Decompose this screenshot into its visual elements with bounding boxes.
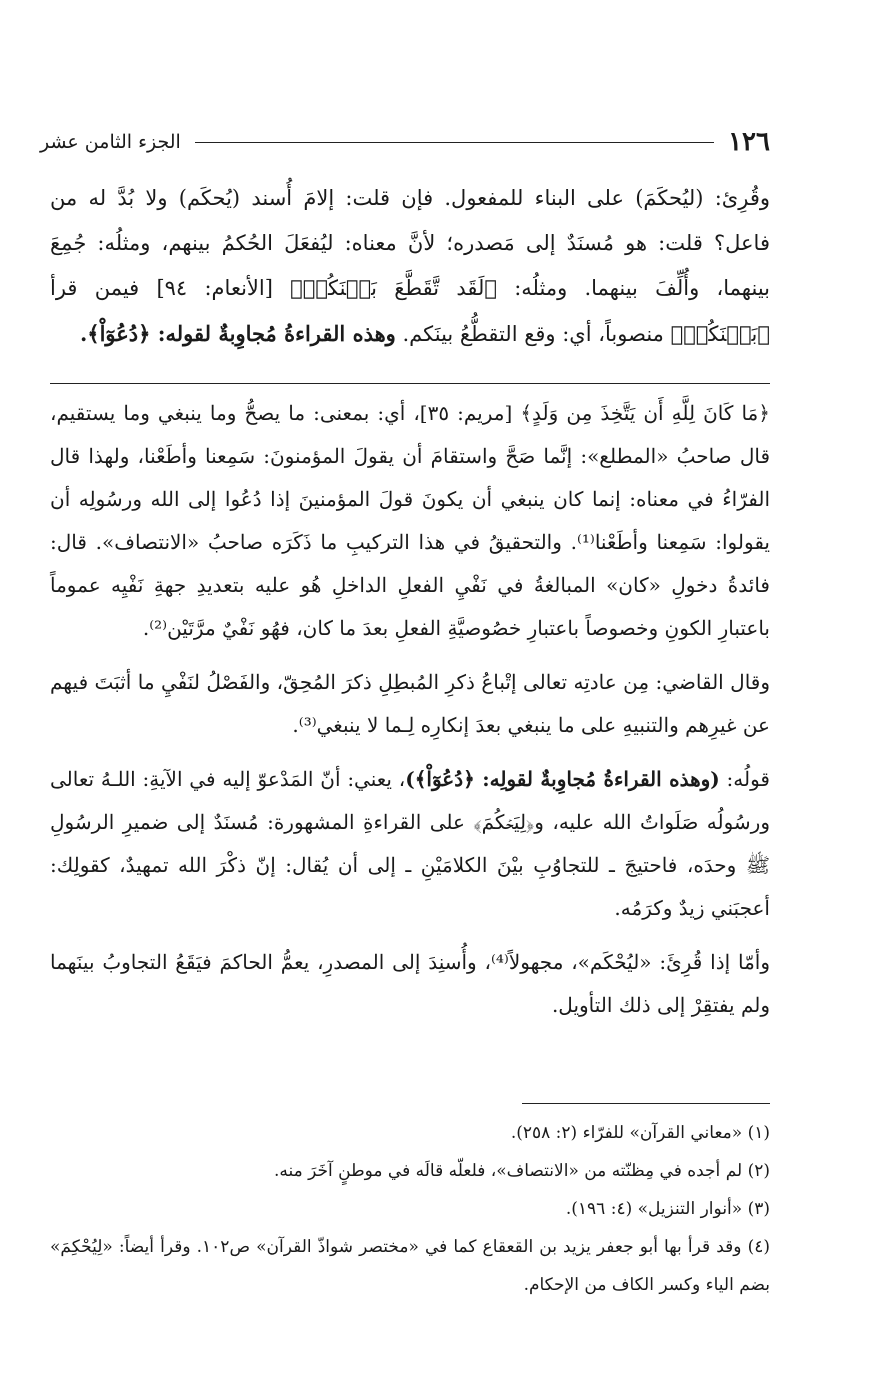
commentary-p3-rest: ، يعني: أنّ المَدْعوّ إليه في الآيةِ: اللـهُ تعالى ورسُولُه صَلَواتُ الله عليه، و﴿لِيَحۡكُمَ﴾ على القراءةِ المشهورة: مُسنَدٌ إلى ضميرِ الرسُولِ ﷺ وحدَه، فاحتيجَ ـ للتجاوُبِ بيْنَ الكلامَيْنِ ـ إلى أن يُقال: إنّ ذكْرَ الله تمهيدٌ، كقولِك: أعجبَني زيدٌ وكرَمُه.	[50, 767, 770, 920]
main-paragraph	[50, 176, 770, 357]
commentary	[50, 392, 770, 1038]
running-head: الجزء الثامن عشر	[40, 131, 181, 153]
main-paragraph-bold: وهذه القراءةُ مُجاوِبةٌ لقوله: ﴿دُعُوٓاْ﴾.	[79, 321, 396, 346]
footnote-4: (٤) وقد قرأ بها أبو جعفر يزيد بن القعقاع كما في «مختصر شواذّ القرآن» ص١٠٢. وقرأ أيضاً: «لِيُحْكِمَ» بضم الياء وكسر الكاف من الإحكام.	[50, 1237, 770, 1295]
section-separator	[50, 383, 770, 384]
page-number: ١٢٦	[728, 127, 770, 157]
footnotes	[50, 1114, 770, 1304]
page-header	[40, 122, 770, 162]
main-paragraph-body: وقُرِئ: (ليُحكَمَ) على البناء للمفعول. فإن قلت: إلامَ أُسند (يُحكَم) ولا بُدَّ له من فاعل؟ قلت: هو مُسنَدٌ إلى مَصدره؛ لأنَّ معناه: ليُفعَلَ الحُكمُ بينهم، ومثلُه: جُمِعَ بينهما، وأُلِّفَ بينهما. ومثلُه: ﴿لَقَد تَّقَطَّعَ بَيۡنَكُمۡ﴾ [الأنعام: ٩٤] فيمن قرأ ﴿بَيۡنَكُمۡ﴾ منصوباً، أي: وقع التقطُّعُ بينَكم.	[50, 186, 770, 346]
commentary-paragraph-2: وقال القاضي: مِن عادتِه تعالى إتْباعُ ذكرِ المُبطِلِ ذكرَ المُحِقّ، والفَصْلُ لنَفْيِ ما أثبَتَ فيهم عن غيرِهم والتنبيهِ على ما ينبغي بعدَ إنكارِه لِـما لا ينبغي⁽³⁾.	[50, 670, 770, 737]
commentary-paragraph-3	[50, 758, 770, 930]
commentary-paragraph-1: ﴿مَا كَانَ لِلَّهِ أَن يَتَّخِذَ مِن وَلَدٍ﴾ [مريم: ٣٥]، أي: بمعنى: ما يصحُّ وما ينبغي وما يستقيم، قال صاحبُ «المطلع»: إنَّما صَحَّ واستقامَ أن يقولَ المؤمنونَ: سَمِعنا وأطَعْنا، ولهذا قال الفرّاءُ في معناه: إنما كان ينبغي أن يكونَ قولَ المؤمنينَ إذا دُعُوا إلى الله ورسُولِه أن يقولوا: سَمِعنا وأطَعْنا⁽¹⁾. والتحقيقُ في هذا التركيبِ ما ذَكَرَه صاحبُ «الانتصاف». قال: فائدةُ دخولِ «كان» المبالغةُ في نَفْيِ الفعلِ الداخلِ هُو عليه بتعديدِ جهةِ نَفْيِه عموماً باعتبارِ الكونِ وخصوصاً باعتبارِ خصُوصيَّةِ الفعلِ بعدَ ما كان، فهُو نَفْيٌ مرَّتَيْن⁽²⁾.	[50, 401, 770, 640]
commentary-p3-lead: قولُه:	[719, 767, 770, 791]
header-rule	[195, 142, 714, 143]
main-text	[50, 176, 770, 357]
footnote-3: (٣) «أنوار التنزيل» (٤: ١٩٦).	[565, 1199, 770, 1219]
footnote-1: (١) «معاني القرآن» للفرّاء (٢: ٢٥٨).	[510, 1123, 770, 1143]
footnote-2: (٢) لم أجده في مِظنّته من «الانتصاف»، فلعلّه قالَه في موطنٍ آخَرَ منه.	[273, 1161, 770, 1181]
commentary-p3-bold: (وهذه القراءةُ مُجاوِبةٌ لقولِه: ﴿دُعُوٓاْ﴾)	[405, 767, 720, 791]
footnote-rule	[522, 1103, 770, 1104]
commentary-paragraph-4: وأمّا إذا قُرِئَ: «ليُحْكَم»، مجهولاً⁽⁴⁾، وأُسنِدَ إلى المصدرِ، يعمُّ الحاكمَ فيَقَعُ التجاوبُ بينَهما ولم يفتقِرْ إلى ذلك التأويل.	[50, 950, 770, 1017]
